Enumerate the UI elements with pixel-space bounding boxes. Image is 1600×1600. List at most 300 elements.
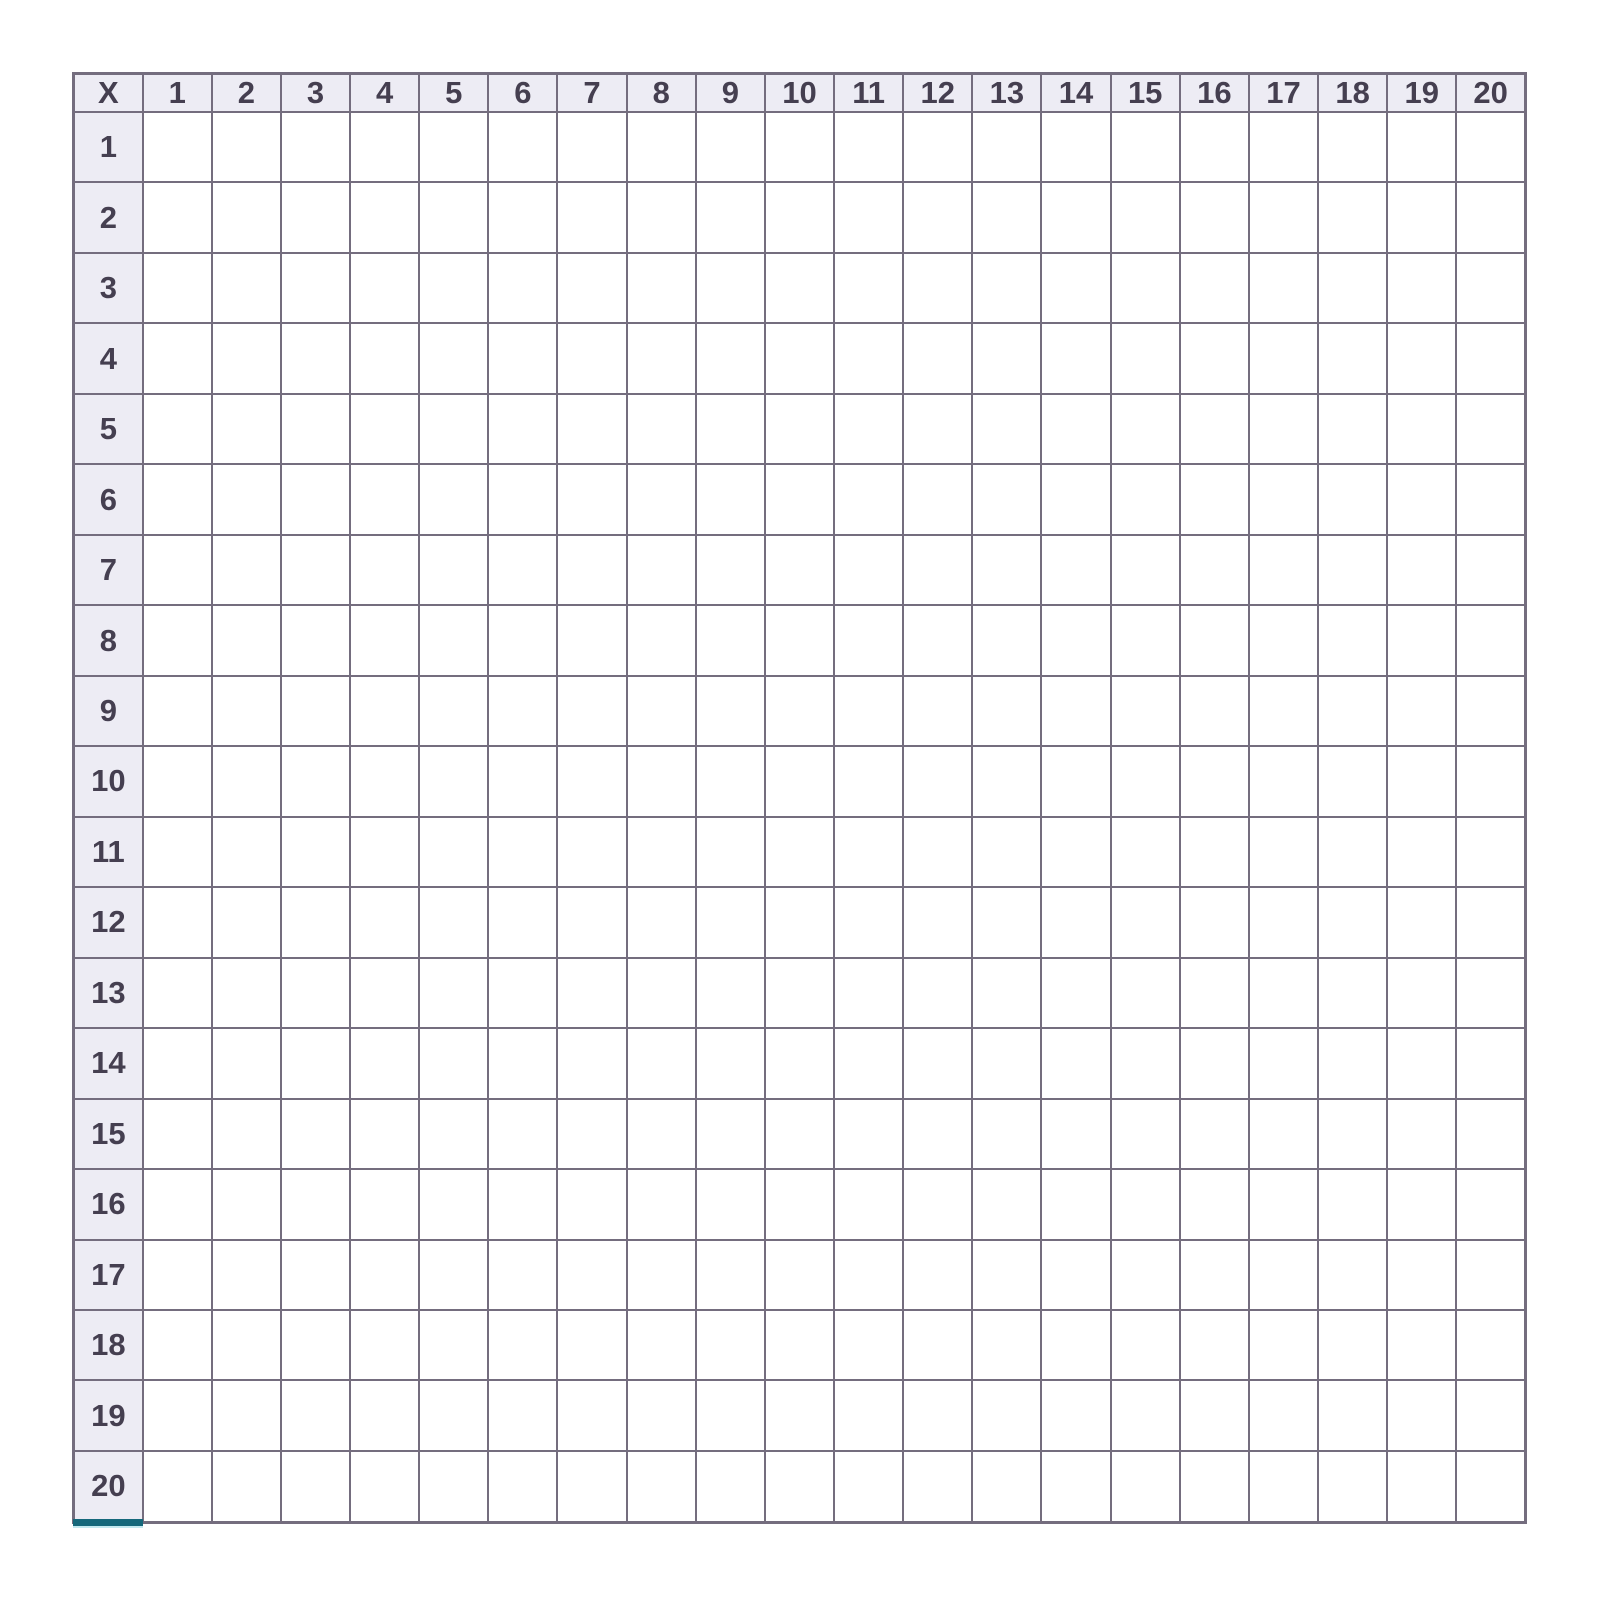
empty-product-cell [1456,1028,1525,1098]
empty-product-cell [1111,182,1180,252]
empty-product-cell [765,1028,834,1098]
empty-product-cell [212,1099,281,1169]
empty-product-cell [143,253,212,323]
table-row [74,605,1526,675]
empty-product-cell [834,1310,903,1380]
empty-product-cell [281,1451,350,1523]
empty-product-cell [557,1451,626,1523]
column-header-cell: 7 [557,74,626,113]
table-row [74,1169,1526,1239]
empty-product-cell [1041,887,1110,957]
empty-product-cell [903,182,972,252]
empty-product-cell [281,1240,350,1310]
empty-product-cell [627,464,696,534]
empty-product-cell [557,1310,626,1380]
empty-product-cell [1387,1169,1456,1239]
empty-product-cell [972,253,1041,323]
empty-product-cell [212,958,281,1028]
empty-product-cell [212,817,281,887]
empty-product-cell [281,887,350,957]
empty-product-cell [1180,535,1249,605]
column-header-cell: 17 [1249,74,1318,113]
empty-product-cell [1318,1240,1387,1310]
empty-product-cell [143,1169,212,1239]
empty-product-cell [696,1099,765,1169]
column-header-cell: 19 [1387,74,1456,113]
empty-product-cell [972,817,1041,887]
empty-product-cell [1456,1451,1525,1523]
empty-product-cell [212,1169,281,1239]
column-header-cell: 9 [696,74,765,113]
empty-product-cell [627,1099,696,1169]
empty-product-cell [350,1310,419,1380]
empty-product-cell [972,394,1041,464]
empty-product-cell [1111,958,1180,1028]
empty-product-cell [1318,464,1387,534]
empty-product-cell [1041,676,1110,746]
empty-product-cell [281,605,350,675]
empty-product-cell [1249,887,1318,957]
empty-product-cell [1111,1380,1180,1450]
empty-product-cell [972,535,1041,605]
empty-product-cell [903,1240,972,1310]
empty-product-cell [1180,112,1249,182]
empty-product-cell [972,1169,1041,1239]
empty-product-cell [350,887,419,957]
empty-product-cell [834,1240,903,1310]
empty-product-cell [1041,182,1110,252]
empty-product-cell [143,1240,212,1310]
empty-product-cell [1111,1240,1180,1310]
empty-product-cell [488,1310,557,1380]
empty-product-cell [1249,112,1318,182]
empty-product-cell [1249,394,1318,464]
empty-product-cell [1180,182,1249,252]
empty-product-cell [627,535,696,605]
empty-product-cell [419,1380,488,1450]
empty-product-cell [1111,112,1180,182]
empty-product-cell [1180,253,1249,323]
column-header-cell: 8 [627,74,696,113]
empty-product-cell [281,323,350,393]
empty-product-cell [1456,394,1525,464]
empty-product-cell [1318,676,1387,746]
empty-product-cell [1318,1028,1387,1098]
empty-product-cell [1318,605,1387,675]
empty-product-cell [1111,394,1180,464]
multiplication-table [72,72,1527,1524]
row-header-cell: 6 [74,464,143,534]
empty-product-cell [903,1310,972,1380]
empty-product-cell [557,1380,626,1450]
table-row [74,1028,1526,1098]
table-row [74,1310,1526,1380]
empty-product-cell [281,1169,350,1239]
empty-product-cell [1387,1380,1456,1450]
empty-product-cell [972,464,1041,534]
empty-product-cell [212,182,281,252]
empty-product-cell [972,746,1041,816]
empty-product-cell [696,112,765,182]
empty-product-cell [834,1028,903,1098]
row-header-cell: 12 [74,887,143,957]
empty-product-cell [1041,1028,1110,1098]
empty-product-cell [488,1380,557,1450]
empty-product-cell [557,887,626,957]
empty-product-cell [1456,817,1525,887]
empty-product-cell [281,253,350,323]
empty-product-cell [1249,605,1318,675]
empty-product-cell [1249,182,1318,252]
empty-product-cell [696,746,765,816]
empty-product-cell [1387,958,1456,1028]
empty-product-cell [557,1169,626,1239]
empty-product-cell [696,1169,765,1239]
empty-product-cell [1318,535,1387,605]
row-header-cell: 2 [74,182,143,252]
empty-product-cell [1180,1451,1249,1523]
empty-product-cell [696,887,765,957]
empty-product-cell [212,535,281,605]
empty-product-cell [1180,1380,1249,1450]
empty-product-cell [281,1028,350,1098]
empty-product-cell [143,1451,212,1523]
empty-product-cell [834,676,903,746]
empty-product-cell [212,605,281,675]
row-header-cell: 3 [74,253,143,323]
empty-product-cell [972,958,1041,1028]
table-row [74,1380,1526,1450]
empty-product-cell [350,182,419,252]
empty-product-cell [281,112,350,182]
column-header-cell: 13 [972,74,1041,113]
empty-product-cell [281,676,350,746]
empty-product-cell [143,323,212,393]
empty-product-cell [834,323,903,393]
column-header-cell: 15 [1111,74,1180,113]
empty-product-cell [903,676,972,746]
empty-product-cell [557,464,626,534]
empty-product-cell [1456,253,1525,323]
empty-product-cell [1041,323,1110,393]
empty-product-cell [143,887,212,957]
empty-product-cell [143,1310,212,1380]
empty-product-cell [281,182,350,252]
row-header-cell: 17 [74,1240,143,1310]
empty-product-cell [1041,1451,1110,1523]
empty-product-cell [696,253,765,323]
empty-product-cell [834,817,903,887]
empty-product-cell [557,958,626,1028]
column-header-cell: 5 [419,74,488,113]
empty-product-cell [212,1310,281,1380]
empty-product-cell [627,1380,696,1450]
empty-product-cell [972,112,1041,182]
table-row [74,746,1526,816]
empty-product-cell [834,112,903,182]
empty-product-cell [696,1310,765,1380]
table-row [74,464,1526,534]
empty-product-cell [419,464,488,534]
empty-product-cell [1318,958,1387,1028]
column-header-cell: 10 [765,74,834,113]
empty-product-cell [488,1240,557,1310]
empty-product-cell [1041,112,1110,182]
table-row [74,676,1526,746]
empty-product-cell [557,746,626,816]
empty-product-cell [1249,1451,1318,1523]
column-header-cell: 14 [1041,74,1110,113]
column-header-cell: 6 [488,74,557,113]
table-row [74,112,1526,182]
empty-product-cell [281,958,350,1028]
row-header-cell: 1 [74,112,143,182]
empty-product-cell [627,394,696,464]
empty-product-cell [1111,817,1180,887]
empty-product-cell [765,605,834,675]
empty-product-cell [557,1240,626,1310]
empty-product-cell [1249,958,1318,1028]
empty-product-cell [834,887,903,957]
row-header-cell: 10 [74,746,143,816]
empty-product-cell [696,676,765,746]
empty-product-cell [212,394,281,464]
empty-product-cell [1111,676,1180,746]
empty-product-cell [281,1310,350,1380]
empty-product-cell [350,464,419,534]
empty-product-cell [350,394,419,464]
empty-product-cell [1318,112,1387,182]
empty-product-cell [350,112,419,182]
empty-product-cell [1041,1380,1110,1450]
empty-product-cell [627,958,696,1028]
empty-product-cell [765,1451,834,1523]
table-row [74,1451,1526,1523]
empty-product-cell [696,535,765,605]
empty-product-cell [1318,746,1387,816]
empty-product-cell [1456,605,1525,675]
empty-product-cell [1249,1099,1318,1169]
empty-product-cell [1387,746,1456,816]
empty-product-cell [1318,182,1387,252]
row-header-cell: 7 [74,535,143,605]
empty-product-cell [1387,394,1456,464]
empty-product-cell [419,112,488,182]
table-body [74,112,1526,1523]
empty-product-cell [1180,323,1249,393]
table-row [74,182,1526,252]
empty-product-cell [419,817,488,887]
empty-product-cell [350,1240,419,1310]
empty-product-cell [143,182,212,252]
column-header-cell: 20 [1456,74,1525,113]
empty-product-cell [972,182,1041,252]
empty-product-cell [488,605,557,675]
empty-product-cell [1111,746,1180,816]
empty-product-cell [1456,112,1525,182]
row-header-cell: 16 [74,1169,143,1239]
empty-product-cell [1249,817,1318,887]
empty-product-cell [765,958,834,1028]
empty-product-cell [1387,112,1456,182]
empty-product-cell [1387,1028,1456,1098]
empty-product-cell [1249,676,1318,746]
empty-product-cell [1180,464,1249,534]
empty-product-cell [972,1099,1041,1169]
empty-product-cell [488,958,557,1028]
empty-product-cell [350,676,419,746]
empty-product-cell [212,746,281,816]
empty-product-cell [972,1240,1041,1310]
row-header-cell: 5 [74,394,143,464]
empty-product-cell [488,676,557,746]
empty-product-cell [972,323,1041,393]
header-row [74,74,1526,113]
empty-product-cell [488,746,557,816]
table-row [74,323,1526,393]
empty-product-cell [834,182,903,252]
empty-product-cell [765,253,834,323]
empty-product-cell [557,535,626,605]
row-header-cell: 13 [74,958,143,1028]
empty-product-cell [488,394,557,464]
empty-product-cell [350,958,419,1028]
empty-product-cell [143,464,212,534]
empty-product-cell [834,605,903,675]
empty-product-cell [765,676,834,746]
corner-header-cell: X [74,74,143,113]
empty-product-cell [350,1169,419,1239]
empty-product-cell [696,182,765,252]
table-header-row [74,74,1526,113]
empty-product-cell [765,1099,834,1169]
empty-product-cell [903,1169,972,1239]
row-header-cell: 15 [74,1099,143,1169]
empty-product-cell [627,676,696,746]
column-header-cell: 11 [834,74,903,113]
empty-product-cell [488,1099,557,1169]
empty-product-cell [1249,535,1318,605]
empty-product-cell [1111,323,1180,393]
empty-product-cell [834,958,903,1028]
empty-product-cell [419,1310,488,1380]
empty-product-cell [1180,817,1249,887]
empty-product-cell [212,323,281,393]
empty-product-cell [1387,887,1456,957]
empty-product-cell [627,112,696,182]
empty-product-cell [765,1169,834,1239]
empty-product-cell [1180,1240,1249,1310]
empty-product-cell [488,535,557,605]
empty-product-cell [419,182,488,252]
row-header-cell: 18 [74,1310,143,1380]
empty-product-cell [765,182,834,252]
empty-product-cell [1456,1310,1525,1380]
empty-product-cell [696,1028,765,1098]
teal-accent-underline-highlight [73,1526,143,1528]
empty-product-cell [419,1169,488,1239]
empty-product-cell [696,605,765,675]
column-header-cell: 4 [350,74,419,113]
empty-product-cell [143,112,212,182]
empty-product-cell [1456,323,1525,393]
empty-product-cell [903,958,972,1028]
empty-product-cell [765,887,834,957]
empty-product-cell [350,1099,419,1169]
empty-product-cell [1180,1028,1249,1098]
table-row [74,887,1526,957]
empty-product-cell [419,1028,488,1098]
empty-product-cell [350,323,419,393]
empty-product-cell [1456,535,1525,605]
empty-product-cell [1318,1099,1387,1169]
empty-product-cell [488,182,557,252]
empty-product-cell [281,1099,350,1169]
empty-product-cell [696,1380,765,1450]
empty-product-cell [350,1451,419,1523]
empty-product-cell [903,817,972,887]
empty-product-cell [1180,676,1249,746]
empty-product-cell [1111,253,1180,323]
empty-product-cell [627,1310,696,1380]
empty-product-cell [903,535,972,605]
empty-product-cell [557,182,626,252]
empty-product-cell [350,746,419,816]
empty-product-cell [834,1099,903,1169]
empty-product-cell [350,1380,419,1450]
empty-product-cell [1249,746,1318,816]
empty-product-cell [972,605,1041,675]
empty-product-cell [627,605,696,675]
empty-product-cell [903,605,972,675]
empty-product-cell [419,1099,488,1169]
empty-product-cell [1249,1169,1318,1239]
empty-product-cell [281,464,350,534]
empty-product-cell [143,676,212,746]
empty-product-cell [627,182,696,252]
empty-product-cell [1387,817,1456,887]
empty-product-cell [903,1028,972,1098]
empty-product-cell [1456,1380,1525,1450]
empty-product-cell [419,605,488,675]
empty-product-cell [212,253,281,323]
row-header-cell: 8 [74,605,143,675]
empty-product-cell [1387,464,1456,534]
row-header-cell: 11 [74,817,143,887]
empty-product-cell [1111,1028,1180,1098]
empty-product-cell [903,1099,972,1169]
empty-product-cell [1111,605,1180,675]
empty-product-cell [488,1451,557,1523]
row-header-cell: 9 [74,676,143,746]
empty-product-cell [1180,746,1249,816]
empty-product-cell [143,1380,212,1450]
empty-product-cell [1318,1380,1387,1450]
empty-product-cell [1249,1310,1318,1380]
empty-product-cell [1111,887,1180,957]
table-row [74,1099,1526,1169]
empty-product-cell [212,112,281,182]
empty-product-cell [1111,1099,1180,1169]
empty-product-cell [627,746,696,816]
empty-product-cell [557,394,626,464]
row-header-cell: 4 [74,323,143,393]
empty-product-cell [1249,464,1318,534]
empty-product-cell [765,112,834,182]
table-row [74,1240,1526,1310]
empty-product-cell [834,253,903,323]
empty-product-cell [419,394,488,464]
